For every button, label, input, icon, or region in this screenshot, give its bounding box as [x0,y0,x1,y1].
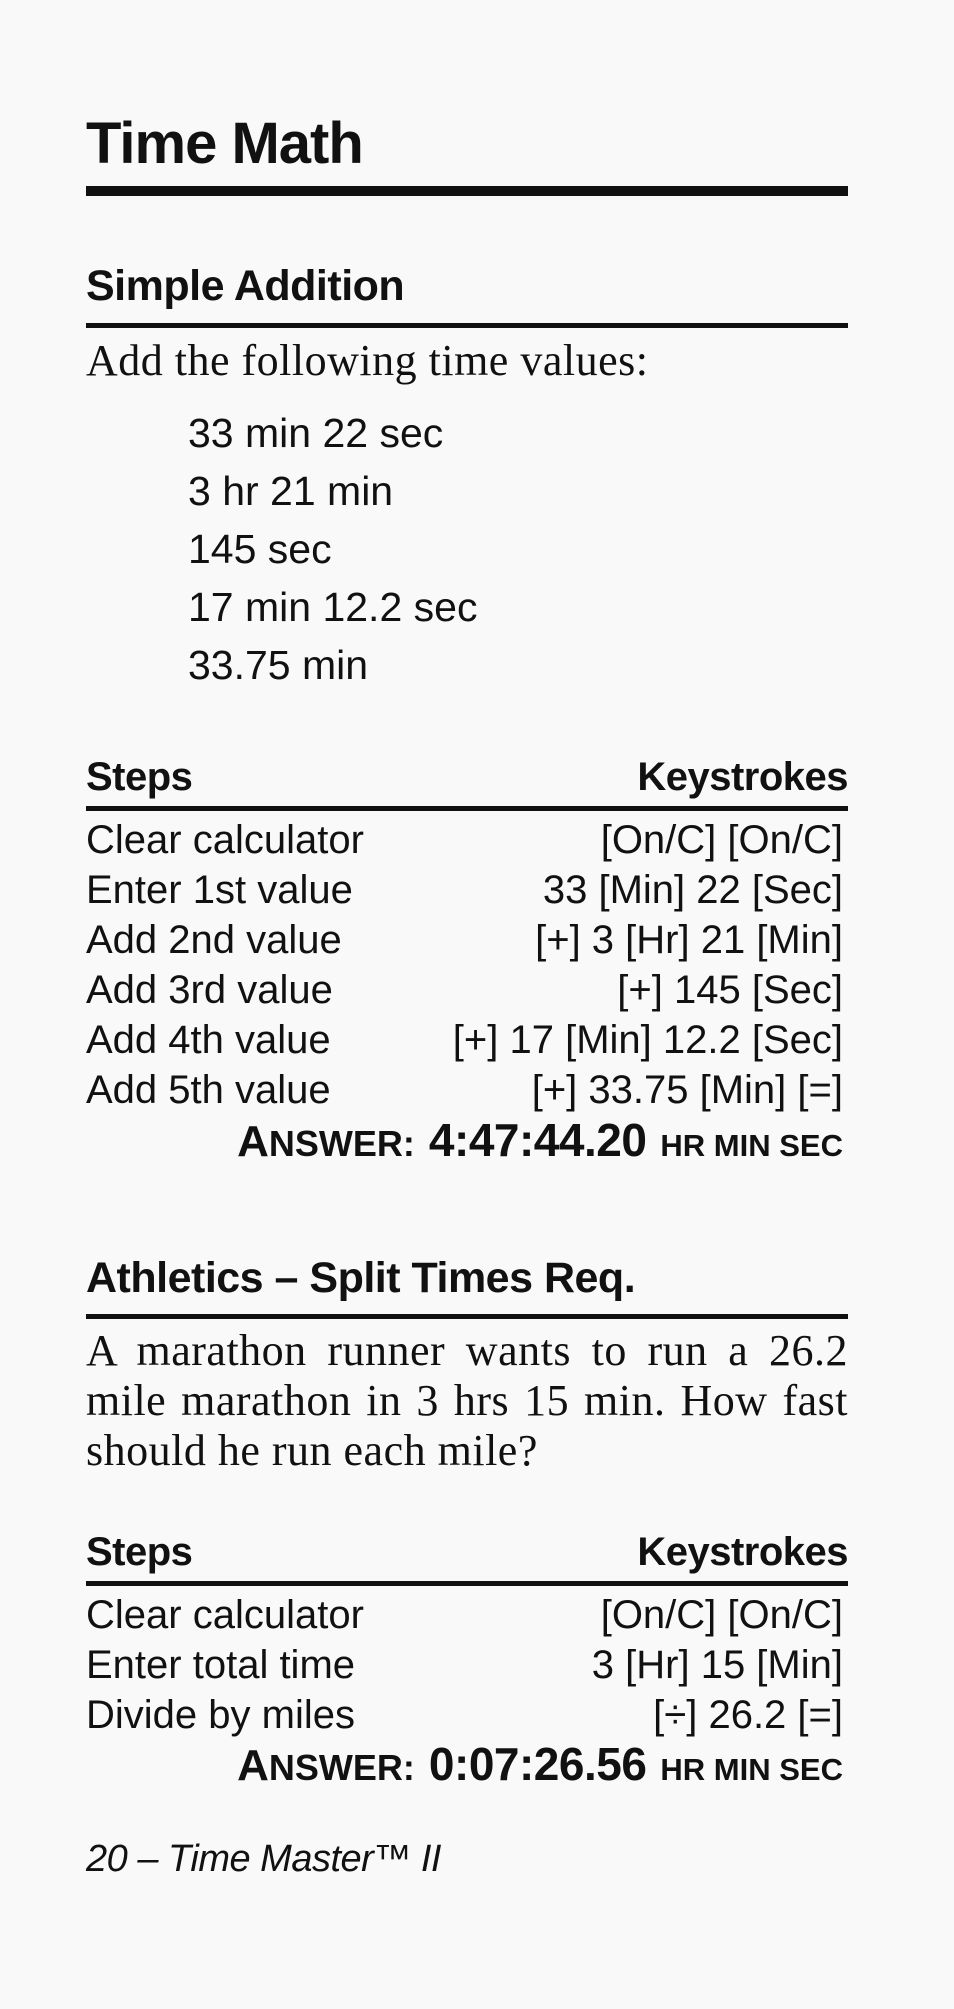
steps-table-header [86,1530,848,1578]
time-values-list [188,404,477,694]
time-value: 33 min 22 sec [188,410,444,456]
table-row [86,865,848,915]
time-value: 33.75 min [188,642,369,688]
time-value: 17 min 12.2 sec [188,584,478,630]
section-rule [86,1314,848,1319]
steps-table-header [86,755,848,803]
step-text: Add 3rd value [86,968,333,1012]
keystroke-text: [+] 145 [Sec] [617,968,843,1012]
answer-value: 4:47:44.20 [428,1114,647,1166]
keystroke-text: [+] 3 [Hr] 21 [Min] [535,918,843,962]
table-row [86,1640,848,1690]
table-row [86,965,848,1015]
page-footer: 20 – Time Master™ II [86,1838,441,1880]
section-heading-athletics: Athletics – Split Times Req. [86,1254,636,1302]
table-row [86,915,848,965]
keystrokes-column-label: Keystrokes [637,1530,848,1574]
keystroke-text: [÷] 26.2 [=] [653,1693,843,1737]
steps-column-label: Steps [86,755,193,799]
steps-table [86,1590,848,1740]
keystrokes-column-label: Keystrokes [637,755,848,799]
keystroke-text: 3 [Hr] 15 [Min] [591,1643,843,1687]
keystroke-text: [+] 33.75 [Min] [=] [531,1068,843,1112]
steps-table [86,815,848,1115]
keystroke-text: [+] 17 [Min] 12.2 [Sec] [452,1018,843,1062]
step-text: Enter total time [86,1643,356,1687]
table-row [86,1690,848,1740]
step-text: Clear calculator [86,1593,364,1637]
answer-label: ANSWER: [237,1117,415,1166]
page-title: Time Math [86,111,363,176]
table-row [86,1590,848,1640]
steps-table-rule [86,1581,848,1586]
keystroke-text: [On/C] [On/C] [600,1593,843,1637]
time-value: 3 hr 21 min [188,468,394,514]
keystroke-text: 33 [Min] 22 [Sec] [542,868,843,912]
answer-label: ANSWER: [237,1741,415,1790]
step-text: Add 2nd value [86,918,342,962]
step-text: Add 4th value [86,1018,331,1062]
answer-line [86,1112,848,1168]
table-row [86,1015,848,1065]
section-heading-simple-addition: Simple Addition [86,262,405,310]
table-row [86,815,848,865]
step-text: Clear calculator [86,818,364,862]
step-text: Enter 1st value [86,868,353,912]
keystroke-text: [On/C] [On/C] [600,818,843,862]
answer-value: 0:07:26.56 [428,1738,647,1790]
section-intro: A marathon runner wants to run a 26.2 mile marathon in 3 hrs 15 min. How fast should he run each mile? [86,1326,848,1475]
time-value: 145 sec [188,526,332,572]
title-rule [86,186,848,196]
step-text: Divide by miles [86,1693,355,1737]
steps-column-label: Steps [86,1530,193,1574]
steps-table-rule [86,806,848,811]
answer-units: HR MIN SEC [660,1128,843,1163]
table-row [86,1065,848,1115]
answer-units: HR MIN SEC [660,1752,843,1787]
section-intro: Add the following time values: [86,336,649,385]
section-rule [86,323,848,328]
answer-line [86,1736,848,1792]
step-text: Add 5th value [86,1068,331,1112]
